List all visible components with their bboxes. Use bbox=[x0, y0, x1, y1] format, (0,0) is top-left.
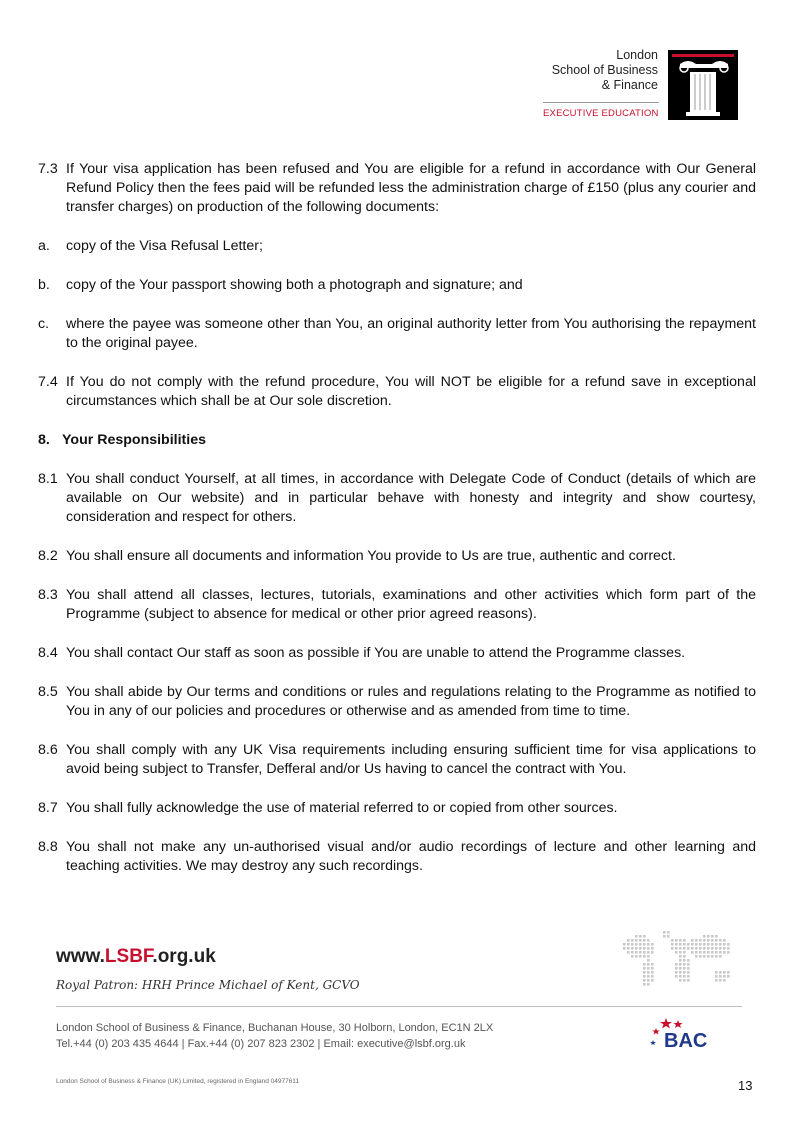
map-dot bbox=[639, 943, 642, 946]
map-dot bbox=[683, 967, 686, 970]
map-dot bbox=[683, 955, 686, 958]
section-heading bbox=[38, 431, 756, 450]
map-dot bbox=[627, 943, 630, 946]
map-dot bbox=[679, 975, 682, 978]
map-dot bbox=[679, 951, 682, 954]
map-dot bbox=[703, 939, 706, 942]
map-dot bbox=[707, 939, 710, 942]
map-dot bbox=[643, 967, 646, 970]
map-dot bbox=[703, 943, 706, 946]
site-brand: LSBF bbox=[104, 946, 153, 967]
map-dot bbox=[643, 951, 646, 954]
map-dot bbox=[683, 975, 686, 978]
map-dot bbox=[639, 935, 642, 938]
map-dot bbox=[699, 955, 702, 958]
site-suffix: .org.uk bbox=[152, 946, 216, 967]
map-dot bbox=[651, 975, 654, 978]
map-dot bbox=[639, 951, 642, 954]
map-dot bbox=[715, 951, 718, 954]
map-dot bbox=[643, 943, 646, 946]
map-dot bbox=[635, 939, 638, 942]
list-item-c bbox=[38, 315, 756, 353]
map-dot bbox=[647, 955, 650, 958]
map-dot bbox=[651, 979, 654, 982]
clause-text: If You do not comply with the refund procedure, You will NOT be eligible for a refund save in exceptional circumstances which shall be at Our sole discretion. bbox=[66, 374, 756, 409]
map-dot bbox=[631, 951, 634, 954]
map-dot bbox=[707, 955, 710, 958]
map-dot bbox=[675, 963, 678, 966]
list-marker: c. bbox=[38, 316, 50, 332]
map-dot bbox=[691, 943, 694, 946]
site-prefix: www. bbox=[56, 946, 105, 967]
clause-text: You shall fully acknowledge the use of material referred to or copied from other sources. bbox=[66, 800, 618, 816]
map-dot bbox=[699, 947, 702, 950]
map-dot bbox=[635, 935, 638, 938]
map-dot bbox=[707, 951, 710, 954]
map-dot bbox=[643, 979, 646, 982]
list-text: copy of the Your passport showing both a photograph and signature; and bbox=[66, 277, 523, 293]
map-dot bbox=[647, 951, 650, 954]
map-dot bbox=[727, 943, 730, 946]
map-dot bbox=[723, 975, 726, 978]
clause-number: 8.2 bbox=[38, 548, 58, 564]
royal-patron: Royal Patron: HRH Prince Michael of Kent, GCVO bbox=[56, 978, 360, 992]
map-dot bbox=[679, 979, 682, 982]
map-dot bbox=[703, 955, 706, 958]
map-dot bbox=[639, 947, 642, 950]
map-dot bbox=[715, 971, 718, 974]
map-dot bbox=[719, 943, 722, 946]
map-dot bbox=[679, 955, 682, 958]
section-number: 8. bbox=[38, 432, 50, 448]
map-dot bbox=[647, 967, 650, 970]
map-dot bbox=[635, 951, 638, 954]
map-dot bbox=[715, 947, 718, 950]
map-dot bbox=[687, 979, 690, 982]
map-dot bbox=[687, 975, 690, 978]
map-dot bbox=[715, 943, 718, 946]
map-dot bbox=[651, 967, 654, 970]
map-dot bbox=[723, 943, 726, 946]
map-dot bbox=[695, 947, 698, 950]
map-dot bbox=[687, 967, 690, 970]
clause-8-6 bbox=[38, 741, 756, 779]
map-dot bbox=[703, 951, 706, 954]
map-dot bbox=[707, 947, 710, 950]
map-dot bbox=[643, 983, 646, 986]
map-dot bbox=[631, 947, 634, 950]
map-dot bbox=[683, 959, 686, 962]
map-dot bbox=[727, 947, 730, 950]
map-dot bbox=[635, 947, 638, 950]
map-dot bbox=[623, 943, 626, 946]
map-dot bbox=[627, 939, 630, 942]
map-dot bbox=[647, 983, 650, 986]
map-dot bbox=[679, 971, 682, 974]
map-dot bbox=[691, 939, 694, 942]
clause-number: 8.6 bbox=[38, 742, 58, 758]
map-dot bbox=[711, 935, 714, 938]
clause-text: You shall contact Our staff as soon as possible if You are unable to attend the Programme classes. bbox=[66, 645, 686, 661]
map-dot bbox=[667, 935, 670, 938]
map-dot bbox=[683, 951, 686, 954]
map-dot bbox=[687, 947, 690, 950]
map-dot bbox=[723, 971, 726, 974]
map-dot bbox=[719, 979, 722, 982]
address-line: London School of Business & Finance, Buchanan House, 30 Holborn, London, EC1N 2LX bbox=[56, 1022, 494, 1034]
world-map-icon bbox=[616, 924, 742, 994]
map-dot bbox=[679, 959, 682, 962]
clause-8-2 bbox=[38, 547, 756, 566]
map-dot bbox=[647, 947, 650, 950]
map-dot bbox=[643, 935, 646, 938]
list-marker: b. bbox=[38, 277, 50, 293]
map-dot bbox=[719, 955, 722, 958]
clause-text: You shall conduct Yourself, at all times, in accordance with Delegate Code of Conduct (details of which are available on Our website) and in particular behave with honesty and integrity and show courtesy, consideration and respect for others. bbox=[66, 471, 756, 525]
map-dot bbox=[643, 963, 646, 966]
map-dot bbox=[647, 959, 650, 962]
list-text: where the payee was someone other than You, an original authority letter from You authorising the repayment to the original payee. bbox=[66, 316, 756, 351]
map-dot bbox=[683, 971, 686, 974]
map-dot bbox=[683, 943, 686, 946]
bac-logo-text: BAC bbox=[664, 1030, 708, 1052]
map-dot bbox=[635, 943, 638, 946]
map-dot bbox=[675, 943, 678, 946]
map-dot bbox=[647, 975, 650, 978]
map-dot bbox=[687, 963, 690, 966]
contact-address bbox=[56, 1020, 493, 1052]
clause-8-1 bbox=[38, 470, 756, 527]
map-dot bbox=[631, 943, 634, 946]
map-dot bbox=[727, 975, 730, 978]
map-dot bbox=[683, 947, 686, 950]
map-dot bbox=[627, 951, 630, 954]
map-dot bbox=[691, 951, 694, 954]
map-dot bbox=[671, 939, 674, 942]
map-dot bbox=[639, 955, 642, 958]
document-body bbox=[38, 160, 756, 896]
map-dot bbox=[715, 975, 718, 978]
map-dot bbox=[675, 951, 678, 954]
list-marker: a. bbox=[38, 238, 50, 254]
map-dot bbox=[711, 947, 714, 950]
company-registration: London School of Business & Finance (UK) Limited, registered in England 04977611 bbox=[56, 1078, 300, 1085]
clause-number: 8.3 bbox=[38, 587, 58, 603]
map-dot bbox=[643, 971, 646, 974]
map-dot bbox=[707, 943, 710, 946]
map-dot bbox=[643, 947, 646, 950]
map-dot bbox=[687, 943, 690, 946]
clause-8-5 bbox=[38, 683, 756, 721]
list-item-a bbox=[38, 237, 756, 256]
map-dot bbox=[719, 975, 722, 978]
map-dot bbox=[667, 931, 670, 934]
clause-text: You shall attend all classes, lectures, tutorials, examinations and other activities which form part of the Programme (subject to absence for medical or other prior agreed reasons). bbox=[66, 587, 756, 622]
map-dot bbox=[647, 939, 650, 942]
logo-subtitle: EXECUTIVE EDUCATION bbox=[543, 108, 659, 119]
clause-text: You shall abide by Our terms and conditions or rules and regulations relating to the Programme as notified to You in any of our policies and procedures or otherwise and as amended from time to time. bbox=[66, 684, 756, 719]
map-dot bbox=[723, 939, 726, 942]
map-dot bbox=[647, 979, 650, 982]
clause-8-8 bbox=[38, 838, 756, 876]
map-dot bbox=[715, 979, 718, 982]
map-dot bbox=[679, 939, 682, 942]
map-dot bbox=[651, 971, 654, 974]
map-dot bbox=[691, 947, 694, 950]
logo-wordmark bbox=[552, 48, 658, 93]
page-footer bbox=[0, 920, 794, 1120]
map-dot bbox=[683, 979, 686, 982]
clause-number: 8.4 bbox=[38, 645, 58, 661]
map-dot bbox=[711, 939, 714, 942]
map-dot bbox=[651, 947, 654, 950]
map-dot bbox=[687, 959, 690, 962]
map-dot bbox=[683, 939, 686, 942]
map-dot bbox=[635, 955, 638, 958]
logo-line3: & Finance bbox=[601, 78, 658, 92]
map-dot bbox=[711, 955, 714, 958]
clause-number: 8.7 bbox=[38, 800, 58, 816]
map-dot bbox=[723, 947, 726, 950]
map-dot bbox=[687, 971, 690, 974]
map-dot bbox=[679, 947, 682, 950]
clause-text: You shall ensure all documents and information You provide to Us are true, authentic and correct. bbox=[66, 548, 676, 564]
contact-line: Tel.+44 (0) 203 435 4644 | Fax.+44 (0) 207 823 2302 | Email: executive@lsbf.org.uk bbox=[56, 1038, 466, 1050]
map-dot bbox=[663, 935, 666, 938]
page-number: 13 bbox=[738, 1078, 753, 1093]
clause-8-7 bbox=[38, 799, 756, 818]
map-dot bbox=[707, 935, 710, 938]
map-dot bbox=[651, 943, 654, 946]
map-dot bbox=[651, 963, 654, 966]
map-dot bbox=[639, 939, 642, 942]
clause-text: You shall comply with any UK Visa requirements including ensuring sufficient time for visa applications to avoid being subject to Transfer, Defferal and/or Us having to cancel the contract with You. bbox=[66, 742, 756, 777]
list-item-b bbox=[38, 276, 756, 295]
map-dot bbox=[719, 951, 722, 954]
map-dot bbox=[643, 955, 646, 958]
map-dot bbox=[671, 943, 674, 946]
map-dot bbox=[671, 947, 674, 950]
classical-column-icon bbox=[668, 50, 738, 120]
map-dot bbox=[711, 943, 714, 946]
map-dot bbox=[623, 947, 626, 950]
map-dot bbox=[695, 951, 698, 954]
clause-8-3 bbox=[38, 586, 756, 624]
map-dot bbox=[647, 971, 650, 974]
map-dot bbox=[703, 935, 706, 938]
map-dot bbox=[695, 943, 698, 946]
map-dot bbox=[643, 975, 646, 978]
map-dot bbox=[719, 939, 722, 942]
clause-text: You shall not make any un-authorised visual and/or audio recordings of lecture and other learning and teaching activities. We may destroy any such recordings. bbox=[66, 839, 756, 874]
map-dot bbox=[723, 951, 726, 954]
map-dot bbox=[631, 955, 634, 958]
logo-divider bbox=[543, 102, 659, 103]
map-dot bbox=[643, 939, 646, 942]
map-dot bbox=[715, 939, 718, 942]
map-dot bbox=[679, 963, 682, 966]
map-dot bbox=[627, 947, 630, 950]
map-dot bbox=[727, 971, 730, 974]
map-dot bbox=[719, 971, 722, 974]
map-dot bbox=[675, 947, 678, 950]
map-dot bbox=[647, 943, 650, 946]
map-dot bbox=[699, 943, 702, 946]
map-dot bbox=[631, 939, 634, 942]
map-dot bbox=[683, 963, 686, 966]
clause-7-3 bbox=[38, 160, 756, 217]
map-dot bbox=[699, 939, 702, 942]
clause-text: If Your visa application has been refused and You are eligible for a refund in accordance with Our General Refund Policy then the fees paid will be refunded less the administration charge of £150 (plus any courier and transfer charges) on production of the following documents: bbox=[66, 161, 756, 215]
clause-number: 8.5 bbox=[38, 684, 58, 700]
clause-number: 8.8 bbox=[38, 839, 58, 855]
map-dot bbox=[663, 931, 666, 934]
map-dot bbox=[711, 951, 714, 954]
map-dot bbox=[679, 943, 682, 946]
map-dot bbox=[675, 939, 678, 942]
map-dot bbox=[675, 971, 678, 974]
map-dot bbox=[715, 955, 718, 958]
map-dot bbox=[675, 975, 678, 978]
clause-number: 7.4 bbox=[38, 374, 58, 390]
map-dot bbox=[699, 951, 702, 954]
list-text: copy of the Visa Refusal Letter; bbox=[66, 238, 263, 254]
map-dot bbox=[719, 947, 722, 950]
map-dot bbox=[727, 951, 730, 954]
map-dot bbox=[647, 963, 650, 966]
map-dot bbox=[679, 967, 682, 970]
map-dot bbox=[715, 935, 718, 938]
lsbf-logo bbox=[540, 48, 740, 122]
section-title: Your Responsibilities bbox=[62, 432, 207, 448]
website-link[interactable] bbox=[56, 946, 216, 968]
bac-accreditation-logo bbox=[646, 1014, 730, 1062]
clause-number: 7.3 bbox=[38, 161, 58, 177]
map-dot bbox=[675, 967, 678, 970]
clause-number: 8.1 bbox=[38, 471, 58, 487]
clause-8-4 bbox=[38, 644, 756, 663]
map-dot bbox=[695, 939, 698, 942]
map-dot bbox=[703, 947, 706, 950]
logo-line2: School of Business bbox=[551, 63, 658, 77]
clause-7-4 bbox=[38, 373, 756, 411]
footer-divider bbox=[56, 1006, 742, 1007]
map-dot bbox=[723, 979, 726, 982]
map-dot bbox=[651, 951, 654, 954]
logo-line1: London bbox=[616, 48, 658, 62]
map-dot bbox=[695, 955, 698, 958]
